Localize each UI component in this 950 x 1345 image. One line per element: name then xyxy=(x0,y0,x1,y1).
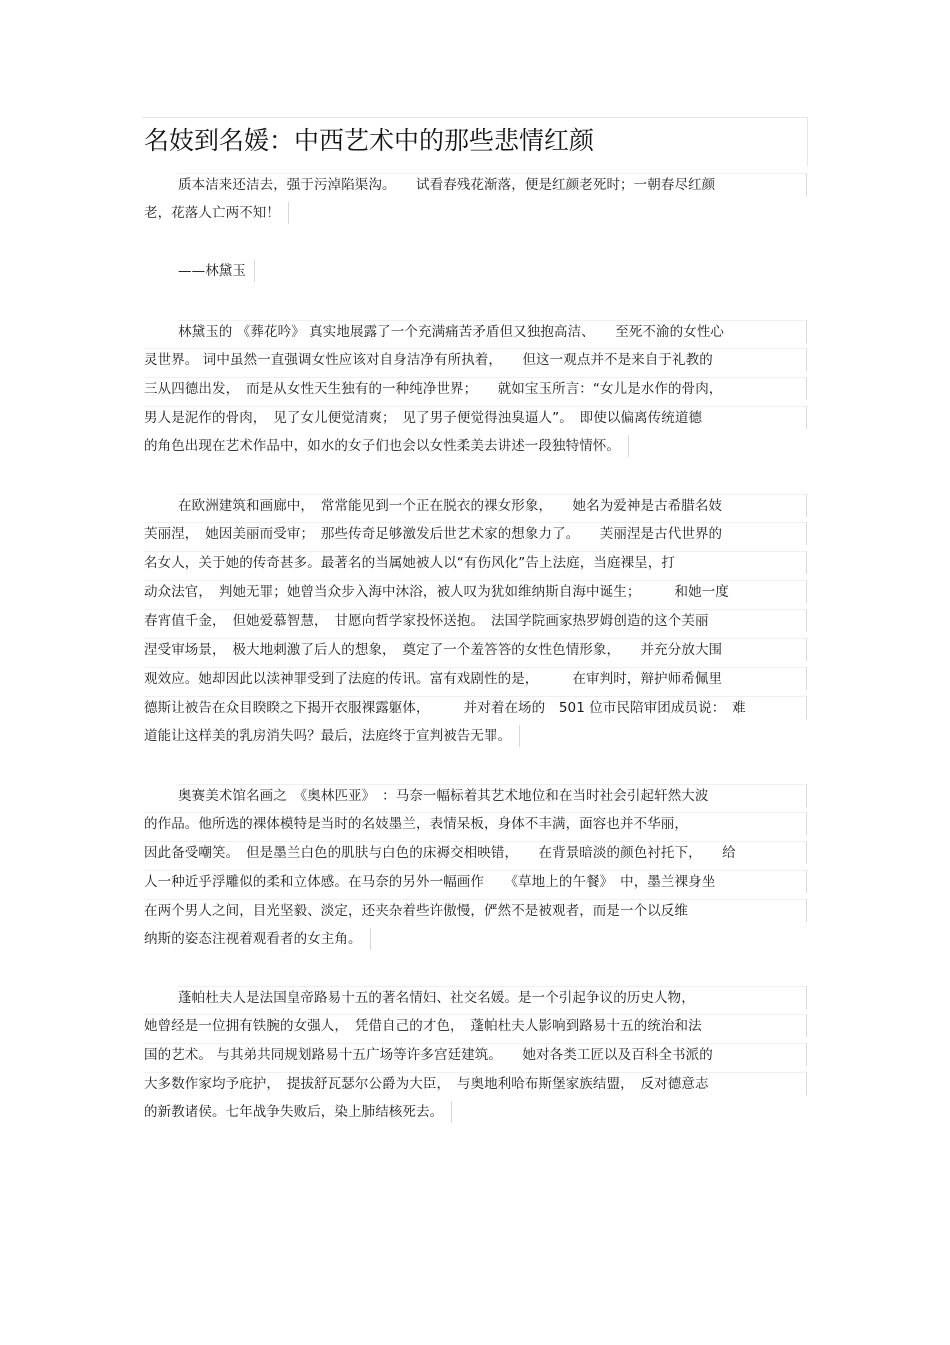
paragraph-line: 的新教诸侯。七年战争失败后，染上肺结核死去。 xyxy=(144,1101,452,1123)
poem-line: 老，花落人亡两不知！ xyxy=(144,202,289,224)
paragraph-line: 林黛玉的 《葬花吟》 真实地展露了一个充满痛苦矛盾但又独抱高洁、 至死不渝的女性心 xyxy=(178,320,807,343)
paragraph-line: 奥赛美术馆名画之 《奥林匹亚》 ：马奈一幅标着其艺术地位和在当时社会引起轩然大波 xyxy=(178,784,807,807)
paragraph-line: 蓬帕杜夫人是法国皇帝路易十五的著名情妇、社交名媛。是一个引起争议的历史人物， xyxy=(178,986,807,1009)
paragraph-line: 的作品。他所选的裸体模特是当时的名妓墨兰，表情呆板，身体不丰满，面容也并不华丽， xyxy=(144,812,807,835)
paragraph-line: 名女人，关于她的传奇甚多。最著名的当属她被人以“有伤风化”告上法庭，当庭裸呈，打 xyxy=(144,551,807,574)
paragraph-line: 动众法官， 判她无罪；她曾当众步入海中沐浴，被人叹为犹如维纳斯自海中诞生； 和她一度 xyxy=(144,580,807,603)
paragraph-line: 德斯让被告在众目睽睽之下揭开衣服裸露躯体， 并对着在场的 501 位市民陪审团成员说： 难 xyxy=(144,696,807,719)
paragraph-line: 人一种近乎浮雕似的柔和立体感。在马奈的另外一幅画作 《草地上的午餐》 中，墨兰裸身坐 xyxy=(144,870,807,893)
paragraph-line: 三从四德出发， 而是从女性天生独有的一种纯净世界； 就如宝玉所言：“女儿是水作的骨肉， xyxy=(144,377,807,400)
paragraph-line: 国的艺术。 与其弟共同规划路易十五广场等许多宫廷建筑。 她对各类工匠以及百科全书派的 xyxy=(144,1043,807,1066)
paragraph-line: 男人是泥作的骨肉， 见了女儿便觉清爽； 见了男子便觉得浊臭逼人”。 即使以偏离传统道德 xyxy=(144,406,807,429)
paragraph-line: 灵世界。 词中虽然一直强调女性应该对自身洁净有所执着， 但这一观点并不是来自于礼教的 xyxy=(144,348,807,371)
poem-attribution: ——林黛玉 xyxy=(178,260,255,282)
paragraph-line: 春宵值千金， 但她爱慕智慧， 甘愿向哲学家投怀送抱。 法国学院画家热罗姆创造的这个芙丽 xyxy=(144,609,807,632)
paragraph-line: 在欧洲建筑和画廊中， 常常能见到一个正在脱衣的裸女形象， 她名为爱神是古希腊名妓 xyxy=(178,494,807,517)
paragraph-line: 芙丽涅， 她因美丽而受审； 那些传奇足够激发后世艺术家的想象力了。 芙丽涅是古代世界的 xyxy=(144,522,807,545)
paragraph-line: 涅受审场景， 极大地刺激了后人的想象， 奠定了一个羞答答的女性色情形象， 并充分放大围 xyxy=(144,638,807,661)
paragraph-line: 她曾经是一位拥有铁腕的女强人， 凭借自己的才色， 蓬帕杜夫人影响到路易十五的统治和法 xyxy=(144,1014,807,1037)
paragraph-line: 大多数作家均予庇护， 提拔舒瓦瑟尔公爵为大臣， 与奥地利哈布斯堡家族结盟， 反对德意志 xyxy=(144,1072,807,1095)
paragraph-line: 纳斯的姿态注视着观看者的女主角。 xyxy=(144,928,371,950)
paragraph-line: 在两个男人之间，目光坚毅、淡定，还夹杂着些许傲慢，俨然不是被观者，而是一个以反维 xyxy=(144,899,807,922)
paragraph-line: 观效应。她却因此以渎神罪受到了法庭的传讯。富有戏剧性的是， 在审判时，辩护师希佩里 xyxy=(144,667,807,690)
paragraph-line: 道能让这样美的乳房消失吗？最后，法庭终于宣判被告无罪。 xyxy=(144,725,520,747)
paragraph-line: 的角色出现在艺术作品中，如水的女子们也会以女性柔美去讲述一段独特情怀。 xyxy=(144,435,629,457)
poem-line: 质本洁来还洁去，强于污淖陷渠沟。 试看春残花渐落，便是红颜老死时；一朝春尽红颜 xyxy=(178,173,807,196)
page-title: 名妓到名媛：中西艺术中的那些悲情红颜 xyxy=(144,126,595,155)
paragraph-line: 因此备受嘲笑。 但是墨兰白色的肌肤与白色的床褥交相映错， 在背景暗淡的颜色衬托下， 给 xyxy=(144,841,807,864)
